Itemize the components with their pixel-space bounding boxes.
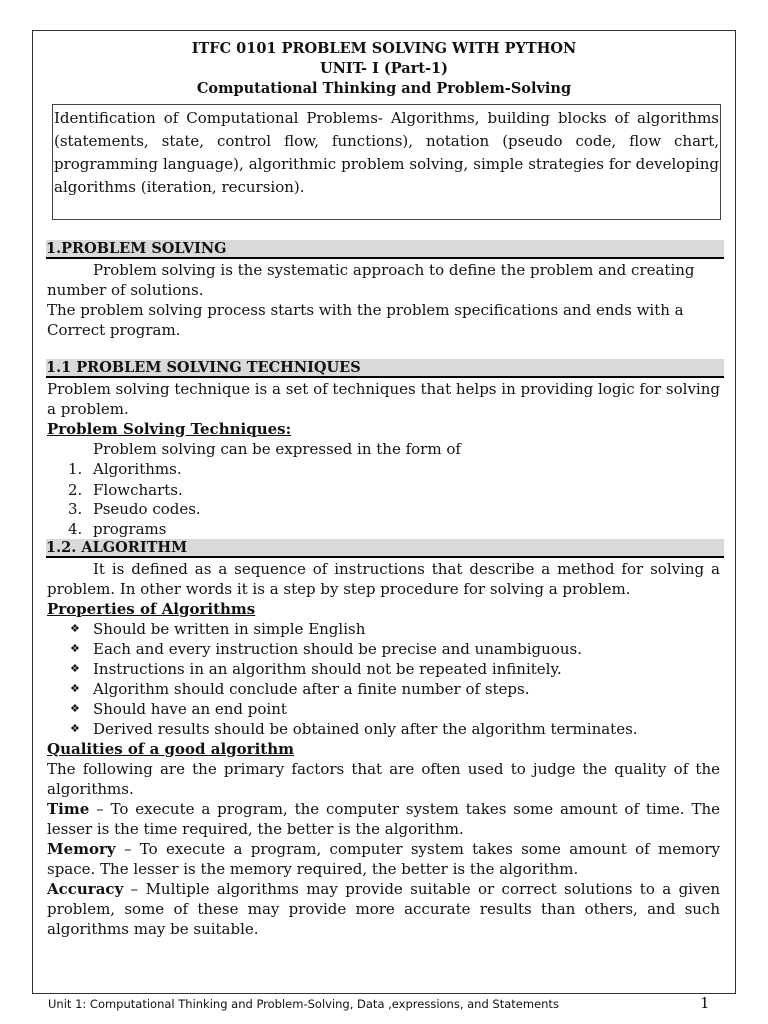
quality-memory bbox=[47, 839, 720, 859]
syllabus-line: Identification of Computational Problems- Algorithms, building blocks of algorithms bbox=[54, 109, 719, 127]
bullet-item: Algorithm should conclude after a finite number of steps. bbox=[93, 680, 530, 698]
bullet-icon: ❖ bbox=[70, 722, 80, 735]
paragraph-line: problem. In other words it is a step by step procedure for solving a problem. bbox=[47, 580, 631, 598]
page-footer: Unit 1: Computational Thinking and Problem-Solving, Data ,expressions, and Statements bbox=[48, 997, 559, 1011]
paragraph-line: a problem. bbox=[47, 400, 129, 418]
list-number: 3. bbox=[68, 500, 83, 518]
syllabus-line: algorithms (iteration, recursion). bbox=[54, 178, 305, 196]
list-item: programs bbox=[93, 520, 167, 538]
paragraph-line: Problem solving technique is a set of techniques that helps in providing logic for solving bbox=[47, 380, 720, 398]
bullet-item: Each and every instruction should be precise and unambiguous. bbox=[93, 640, 582, 658]
list-number: 4. bbox=[68, 520, 83, 538]
paragraph-line: problem, some of these may provide more accurate results than others, and such bbox=[47, 900, 720, 918]
paragraph-line: space. The lesser is the memory required, the better is the algorithm. bbox=[47, 860, 579, 878]
quality-text: – To execute a program, computer system takes some amount of memory bbox=[115, 840, 720, 858]
bullet-icon: ❖ bbox=[70, 662, 80, 675]
subheading-properties: Properties of Algorithms bbox=[47, 600, 256, 618]
paragraph-line: algorithms may be suitable. bbox=[47, 920, 259, 938]
page-number: 1 bbox=[700, 994, 710, 1012]
quality-accuracy bbox=[47, 879, 720, 899]
section-heading-techniques: 1.1 PROBLEM SOLVING TECHNIQUES bbox=[46, 359, 724, 378]
paragraph-line: algorithms. bbox=[47, 780, 134, 798]
subheading-techniques: Problem Solving Techniques: bbox=[47, 420, 292, 438]
paragraph-line: It is defined as a sequence of instructions that describe a method for solving a bbox=[93, 560, 720, 578]
bullet-item: Instructions in an algorithm should not be repeated infinitely. bbox=[93, 660, 562, 678]
bullet-item: Should have an end point bbox=[93, 700, 287, 718]
subheading-qualities: Qualities of a good algorithm bbox=[47, 740, 294, 758]
list-item: Flowcharts. bbox=[93, 481, 183, 499]
term-memory: Memory bbox=[47, 840, 116, 858]
paragraph-line: lesser is the time required, the better is the algorithm. bbox=[47, 820, 464, 838]
term-time: Time bbox=[47, 800, 90, 818]
syllabus-line: programming language), algorithmic problem solving, simple strategies for developing bbox=[54, 155, 719, 173]
section-heading-problem-solving: 1.PROBLEM SOLVING bbox=[46, 240, 724, 259]
bullet-icon: ❖ bbox=[70, 682, 80, 695]
quality-time bbox=[47, 799, 720, 819]
paragraph-line: The problem solving process starts with the problem specifications and ends with a bbox=[47, 301, 684, 319]
topic-title: Computational Thinking and Problem-Solving bbox=[196, 80, 572, 97]
course-title: ITFC 0101 PROBLEM SOLVING WITH PYTHON bbox=[191, 40, 577, 57]
paragraph-line: number of solutions. bbox=[47, 281, 204, 299]
quality-text: – To execute a program, the computer system takes some amount of time. The bbox=[89, 800, 720, 818]
list-item: Pseudo codes. bbox=[93, 500, 201, 518]
syllabus-line: (statements, state, control flow, functions), notation (pseudo code, flow chart, bbox=[54, 132, 719, 150]
bullet-item: Derived results should be obtained only after the algorithm terminates. bbox=[93, 720, 638, 738]
paragraph-line: Problem solving is the systematic approach to define the problem and creating bbox=[93, 261, 695, 279]
list-item: Algorithms. bbox=[93, 460, 182, 478]
bullet-icon: ❖ bbox=[70, 642, 80, 655]
bullet-icon: ❖ bbox=[70, 702, 80, 715]
term-accuracy: Accuracy bbox=[47, 880, 124, 898]
syllabus-box bbox=[52, 104, 721, 220]
unit-title: UNIT- I (Part-1) bbox=[319, 60, 449, 77]
list-number: 1. bbox=[68, 460, 83, 478]
section-heading-algorithm: 1.2. ALGORITHM bbox=[46, 539, 724, 558]
quality-text: – Multiple algorithms may provide suitable or correct solutions to a given bbox=[123, 880, 720, 898]
list-lead: Problem solving can be expressed in the form of bbox=[93, 440, 461, 458]
paragraph-line: The following are the primary factors that are often used to judge the quality of the bbox=[47, 760, 720, 778]
paragraph-line: Correct program. bbox=[47, 321, 181, 339]
bullet-icon: ❖ bbox=[70, 622, 80, 635]
bullet-item: Should be written in simple English bbox=[93, 620, 366, 638]
list-number: 2. bbox=[68, 481, 83, 499]
